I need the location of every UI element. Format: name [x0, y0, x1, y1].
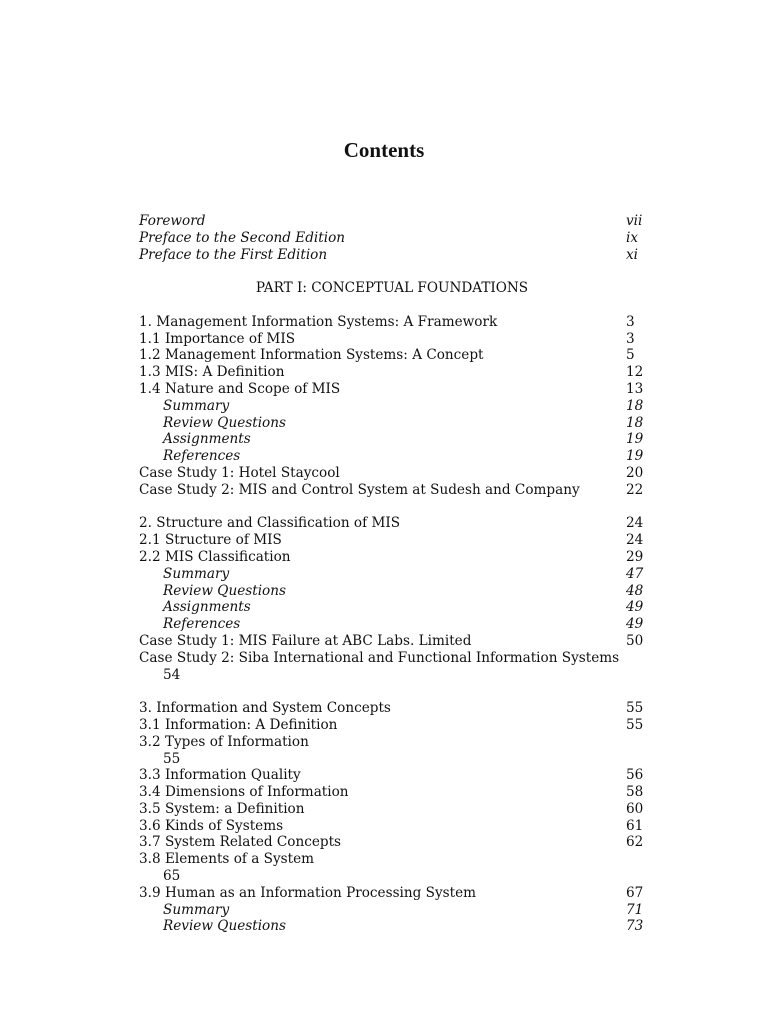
toc-entry-label: 1.1 Importance of MIS [139, 330, 296, 347]
toc-entry-case-study [139, 650, 645, 667]
toc-entry-label: Case Study 2: Siba International and Functional Information Systems [139, 649, 620, 666]
toc-entry [139, 364, 645, 381]
toc-chapter-2 [139, 515, 645, 532]
toc-entry [139, 717, 645, 734]
toc-entry-page: 49 [626, 616, 644, 633]
toc-entry-page: 58 [626, 784, 644, 801]
toc-entry [139, 532, 645, 549]
toc-entry-label: 1.4 Nature and Scope of MIS [139, 380, 341, 397]
toc-entry-references [139, 448, 645, 465]
toc-entry-page: xi [626, 246, 639, 263]
toc-entry-page: 20 [626, 464, 644, 481]
toc-entry-page: 65 [163, 868, 181, 885]
toc-entry [139, 347, 645, 364]
toc-entry-label: Assignments [163, 431, 251, 448]
toc-entry-page: 67 [626, 884, 644, 901]
toc-entry-label: 3. Information and System Concepts [139, 700, 391, 717]
toc-entry-label: 1. Management Information Systems: A Framework [139, 313, 498, 330]
toc-entry-review-questions [139, 415, 645, 432]
toc-entry-page: 54 [163, 666, 181, 683]
toc-entry-page: 48 [626, 582, 644, 599]
toc-entry [139, 784, 645, 801]
toc-entry [139, 801, 645, 818]
toc-entry-label: 3.4 Dimensions of Information [139, 784, 349, 801]
toc-entry-references [139, 616, 645, 633]
toc-entry-page: 47 [626, 565, 644, 582]
toc-entry-label: Preface to the Second Edition [139, 229, 346, 246]
toc-entry-review-questions [139, 583, 645, 600]
toc-entry-preface-first [139, 247, 645, 264]
toc-entry-label: 3.7 System Related Concepts [139, 834, 342, 851]
spacer [139, 499, 645, 516]
toc-entry-label: Foreword [139, 213, 206, 229]
toc-entry-label: Review Questions [163, 918, 286, 935]
toc-entry-preface-second [139, 230, 645, 247]
toc-entry-label: Case Study 1: Hotel Staycool [139, 464, 340, 481]
toc-entry-page: 61 [626, 817, 644, 834]
toc-entry-label: 3.9 Human as an Information Processing System [139, 884, 477, 901]
toc-entry-label: Case Study 1: MIS Failure at ABC Labs. Limited [139, 632, 472, 649]
toc-entry [139, 734, 645, 751]
toc-entry-page: 55 [626, 700, 644, 717]
toc-chapter-3 [139, 700, 645, 717]
spacer [139, 683, 645, 700]
toc-entry [139, 851, 645, 868]
toc-entry-label: Summary [163, 565, 230, 582]
spacer [139, 297, 645, 314]
toc-entry-label: 3.8 Elements of a System [139, 851, 315, 868]
toc-entry-page: 19 [626, 448, 644, 465]
toc-entry-page: 55 [163, 750, 181, 767]
toc-entry-label: Preface to the First Edition [139, 246, 328, 263]
toc-entry-page: vii [626, 213, 643, 229]
toc-entry-page: 71 [626, 901, 644, 918]
toc-entry-summary [139, 398, 645, 415]
toc-entry-label: Summary [163, 901, 230, 918]
toc-entry-page: 50 [626, 632, 644, 649]
toc-entry-page: 22 [626, 481, 644, 498]
toc-entry-label: 2. Structure and Classification of MIS [139, 515, 401, 532]
toc-entry-page: ix [626, 229, 639, 246]
toc-entry-label: 3.5 System: a Definition [139, 800, 305, 817]
toc-entry-page: 19 [626, 431, 644, 448]
toc-entry-label: 3.2 Types of Information [139, 733, 309, 750]
toc-entry-page: 73 [626, 918, 644, 935]
toc-entry [139, 549, 645, 566]
toc-entry-page: 12 [626, 364, 644, 381]
toc-entry-page: 49 [626, 599, 644, 616]
toc-entry-page: 56 [626, 767, 644, 784]
toc-entry-page: 18 [626, 414, 644, 431]
toc-entry-foreword [139, 213, 645, 230]
spacer [139, 263, 645, 280]
toc-entry-label: References [163, 616, 241, 633]
toc-chapter-1 [139, 314, 645, 331]
toc-entry-page: 3 [626, 330, 635, 347]
toc-entry-label: 1.3 MIS: A Definition [139, 364, 285, 381]
toc-entry-page: 3 [626, 313, 635, 330]
page-title: Contents [343, 138, 425, 162]
toc-entry-case-study [139, 482, 645, 499]
toc-entry [139, 381, 645, 398]
toc-entry-label: 1.2 Management Information Systems: A Concept [139, 347, 484, 364]
toc-entry-label: Review Questions [163, 414, 286, 431]
toc-entry-page: 24 [626, 532, 644, 549]
toc-entry [139, 331, 645, 348]
toc-entry [139, 885, 645, 902]
toc-entry-label: Summary [163, 397, 230, 414]
toc-entry [139, 818, 645, 835]
toc-entry-page: 5 [626, 347, 635, 364]
toc-entry-page: 24 [626, 515, 644, 532]
toc-entry-label: Assignments [163, 599, 251, 616]
toc-entry [139, 834, 645, 851]
table-of-contents [139, 213, 645, 935]
toc-entry-summary [139, 902, 645, 919]
toc-entry-page: 55 [626, 716, 644, 733]
toc-entry-label: Review Questions [163, 582, 286, 599]
toc-entry-assignments [139, 599, 645, 616]
toc-entry-summary [139, 566, 645, 583]
toc-entry-page: 29 [626, 548, 644, 565]
toc-entry-label: Case Study 2: MIS and Control System at Sudesh and Company [139, 481, 580, 498]
toc-entry-page: 13 [626, 380, 644, 397]
toc-entry-page: 18 [626, 397, 644, 414]
toc-entry-page: 60 [626, 800, 644, 817]
toc-entry-page: 62 [626, 834, 644, 851]
toc-entry-label: 2.2 MIS Classification [139, 548, 291, 565]
toc-entry-assignments [139, 431, 645, 448]
toc-entry-label: 3.3 Information Quality [139, 767, 301, 784]
toc-entry-case-study [139, 465, 645, 482]
toc-entry-review-questions [139, 918, 645, 935]
toc-entry-label: References [163, 448, 241, 465]
part-heading: PART I: CONCEPTUAL FOUNDATIONS [255, 280, 529, 297]
toc-entry-label: 3.6 Kinds of Systems [139, 817, 284, 834]
toc-entry-label: 2.1 Structure of MIS [139, 532, 282, 549]
toc-entry-label: 3.1 Information: A Definition [139, 716, 338, 733]
toc-entry-case-study [139, 633, 645, 650]
toc-entry [139, 767, 645, 784]
